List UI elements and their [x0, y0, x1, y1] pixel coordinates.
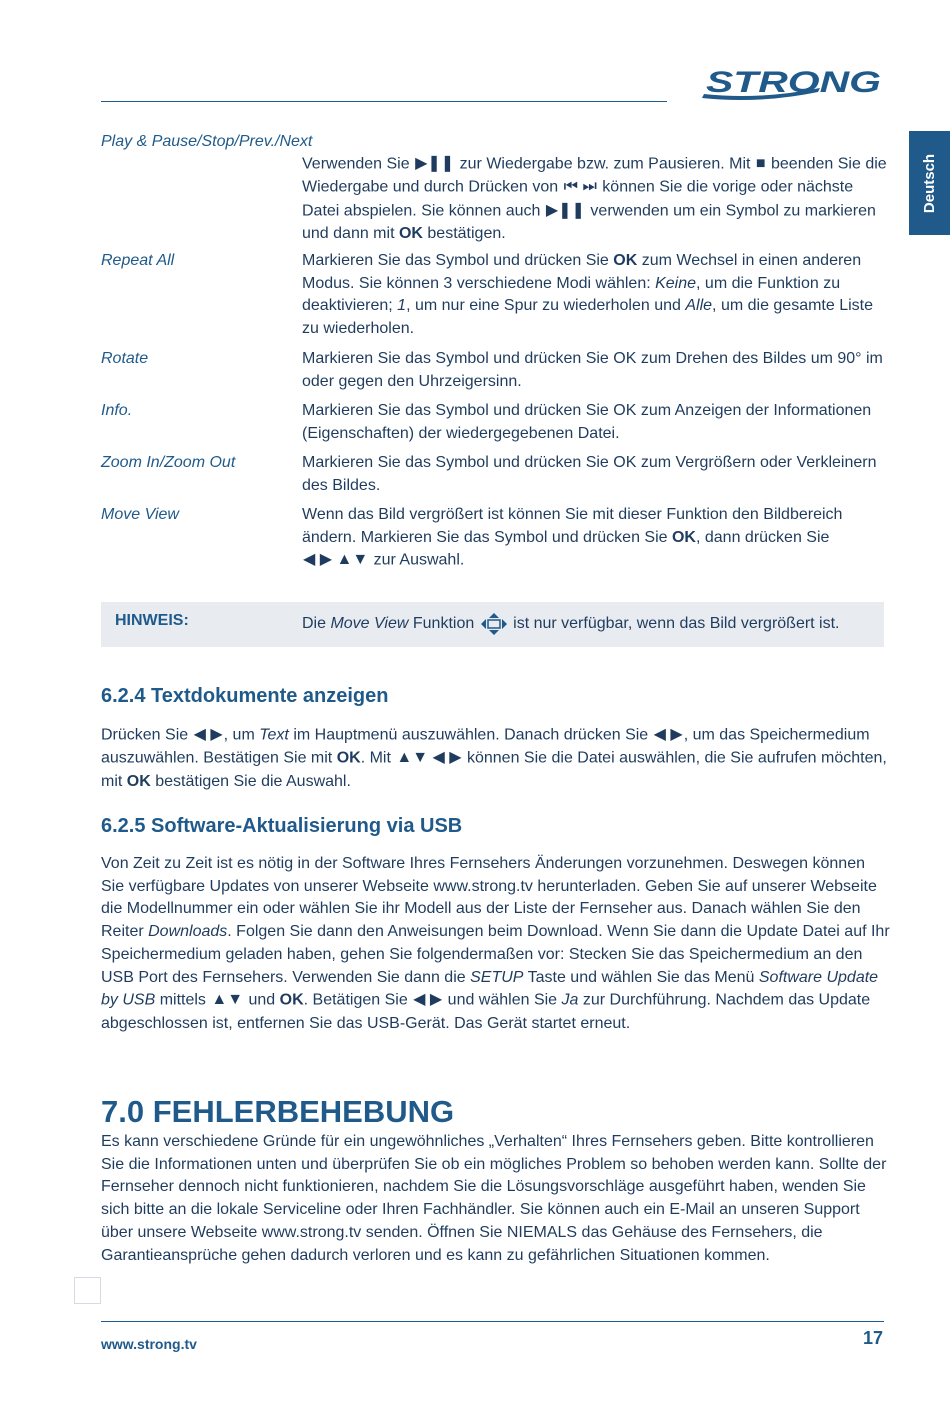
term-move-view: Move View	[101, 506, 179, 523]
desc-play-pause: Verwenden Sie ▶︎❚❚ zur Wiedergabe bzw. zum Pausieren. Mit ■ beenden Sie die Wiedergabe und durch Drücken von ⏮ ⏭ können Sie die vorige oder nächste Datei abspielen. Sie können auch ▶︎❚❚ verwenden um ein Symbol zu markieren und dann mit OK bestätigen.	[302, 155, 887, 242]
language-tab-label: Deutsch	[921, 153, 938, 213]
heading-6-2-5: 6.2.5 Software-Aktualisierung via USB	[101, 815, 463, 837]
corner-box	[74, 1277, 101, 1304]
term-repeat-all: Repeat All	[101, 252, 175, 269]
heading-7-0: 7.0 FEHLERBEHEBUNG	[101, 1094, 455, 1129]
footer-rule	[101, 1321, 884, 1322]
svg-text:STRONG: STRONG	[706, 66, 881, 99]
term-play-pause: Play & Pause/Stop/Prev./Next	[101, 133, 313, 150]
desc-info: Markieren Sie das Symbol und drücken Sie OK zum Anzeigen der Informationen (Eigenschaften) der wiedergegebenen Datei.	[302, 402, 872, 442]
language-tab	[909, 131, 950, 235]
paragraph-7-0: Es kann verschiedene Gründe für ein ungewöhnliches „Verhalten“ Ihres Fernsehers geben. Bitte kontrollieren Sie die Informationen unten und überprüfen Sie ob ein mögliches Problem so behoben werden kann. Sollte der Fernseher dennoch nicht funktionieren, nachdem Sie die Lösungsvorschläge ausgeführt haben, wenden Sie sich bitte an die lokale Serviceline oder Ihren Fachhändler. Sie können auch ein E-Mail an unseren Support über unsere Webseite www.strong.tv senden. Öffnen Sie NIEMALS das Gehäuse des Fernsehers, die Garantieansprüche gehen dadurch verloren und es kann zu gefährlichen Situationen kommen.	[101, 1133, 887, 1264]
strong-logo	[700, 58, 885, 108]
left-right-icon: ◀ ▶	[653, 726, 683, 743]
paragraph-6-2-5: Von Zeit zu Zeit ist es nötig in der Software Ihres Fernsehers Änderungen vorzunehmen. Deswegen können Sie verfügbare Updates von unserer Webseite www.strong.tv herunterladen. Geben Sie auf unserer Webseite die Modellnummer ein oder wählen Sie ihr Modell aus der Liste der Fernseher aus. Danach wählen Sie den Reiter Downloads. Folgen Sie dann den Anweisungen beim Download. Wenn Sie dann die Update Datei auf Ihr Speichermedium geladen haben, gehen Sie folgendermaßen vor: Stecken Sie das Speichermedium an den USB Port des Fernsehers. Verwenden Sie dann die SETUP Taste und wählen Sie das Menü Software Update by USB mittels ▲▼ und OK. Betätigen Sie ◀ ▶ und wählen Sie Ja zur Durchführung. Nachdem das Update abgeschlossen ist, entfernen Sie das USB-Gerät. Das Gerät startet erneut.	[101, 855, 890, 1032]
desc-zoom: Markieren Sie das Symbol und drücken Sie OK zum Vergrößern oder Verkleinern des Bildes.	[302, 454, 877, 494]
stop-icon: ■	[755, 155, 766, 172]
desc-move-view: Wenn das Bild vergrößert ist können Sie mit dieser Funktion den Bildbereich ändern. Markieren Sie das Symbol und drücken Sie OK, dann drücken Sie ◀ ▶ ▲▼ zur Auswahl.	[302, 504, 887, 573]
page-number: 17	[863, 1328, 884, 1348]
arrow-keys-icon: ▲▼ ◀ ▶	[396, 749, 462, 767]
note-text: Die Move View Funktion ist nur verfügbar, wenn das Bild vergrößert ist.	[302, 612, 840, 636]
play-pause-icon: ▶︎❚❚	[545, 201, 585, 219]
term-rotate: Rotate	[101, 350, 149, 367]
header-rule	[101, 101, 667, 102]
left-right-icon: ◀ ▶	[193, 726, 223, 743]
footer-url: www.strong.tv	[101, 1336, 197, 1352]
desc-rotate: Markieren Sie das Symbol und drücken Sie OK zum Drehen des Bildes um 90° im oder gegen den Uhrzeigersinn.	[302, 350, 883, 390]
arrow-keys-icon: ◀ ▶ ▲▼	[303, 551, 369, 569]
note-label: HINWEIS:	[115, 612, 189, 629]
up-down-icon: ▲▼	[211, 991, 244, 1009]
term-zoom: Zoom In/Zoom Out	[101, 454, 236, 471]
play-pause-icon: ▶︎❚❚	[415, 155, 455, 172]
paragraph-6-2-4: Drücken Sie ◀ ▶, um Text im Hauptmenü auszuwählen. Danach drücken Sie ◀ ▶, um das Speichermedium auszuwählen. Bestätigen Sie mit OK. Mit ▲▼ ◀ ▶ können Sie die Datei auswählen, die Sie aufrufen möchten, mit OK bestätigen Sie die Auswahl.	[101, 726, 887, 790]
term-info: Info.	[101, 402, 133, 419]
desc-repeat-all: Markieren Sie das Symbol und drücken Sie OK zum Wechsel in einen anderen Modus. Sie können 3 verschiedene Modi wählen: Keine, um die Funktion zu deaktivieren; 1, um nur eine Spur zu wiederholen und Alle, um die gesamte Liste zu wiederholen.	[302, 252, 874, 338]
prev-next-icon: ⏮ ⏭	[563, 178, 597, 196]
heading-6-2-4: 6.2.4 Textdokumente anzeigen	[101, 685, 389, 707]
left-right-icon: ◀ ▶	[413, 991, 443, 1009]
move-view-icon	[480, 612, 508, 636]
